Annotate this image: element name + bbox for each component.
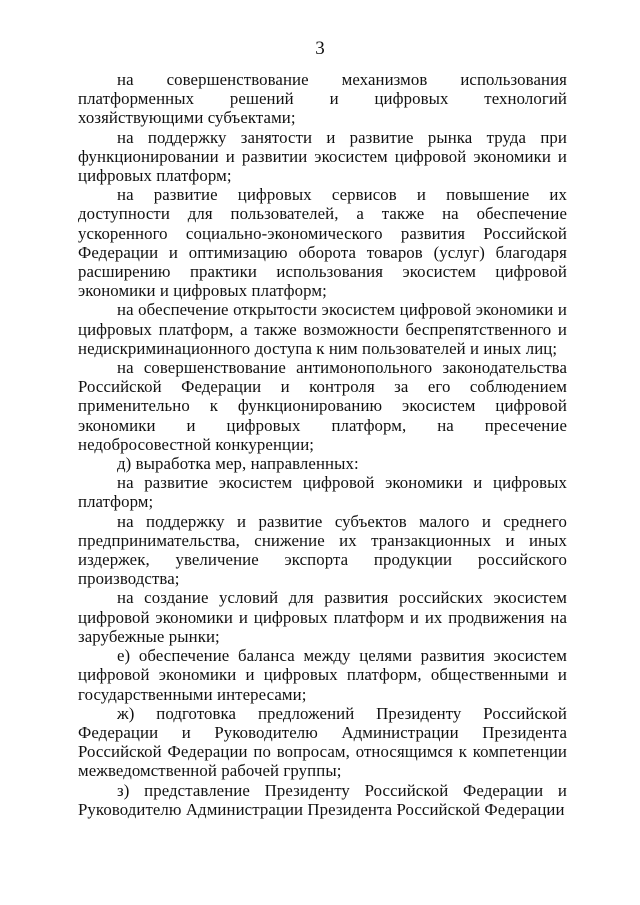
paragraph-small-business: на поддержку и развитие субъектов малого и среднего предпринимательства, снижение их транзакционных и иных издержек, увеличение экспорта продукции российского производства; (78, 511, 567, 589)
paragraph-item-z: з) представление Президенту Российской Федерации и Руководителю Администрации Президента Российской Федерации (78, 780, 567, 819)
document-body (78, 70, 567, 819)
paragraph-platform-solutions: на совершенствование механизмов использования платформенных решений и цифровых технологий хозяйствующими субъектами; (78, 70, 567, 128)
paragraph-digital-services: на развитие цифровых сервисов и повышение их доступности для пользователей, а также на обеспечение ускоренного социально-экономического развития Российской Федерации и оптимизацию оборота товаров (услуг) благодаря расширению практики использования экосистем цифровой экономики и цифровых платформ; (78, 185, 567, 301)
paragraph-openness-access: на обеспечение открытости экосистем цифровой экономики и цифровых платформ, а также возможности беспрепятственного и недискриминационного доступа к ним пользователей и иных лиц; (78, 300, 567, 358)
paragraph-item-zh: ж) подготовка предложений Президенту Российской Федерации и Руководителю Администрации Президента Российской Федерации по вопросам, относящимся к компетенции межведомственной рабочей группы; (78, 703, 567, 781)
paragraph-ecosystem-development: на развитие экосистем цифровой экономики и цифровых платформ; (78, 473, 567, 512)
paragraph-foreign-markets: на создание условий для развития российских экосистем цифровой экономики и цифровых платформ и их продвижения на зарубежные рынки; (78, 588, 567, 646)
paragraph-item-d: д) выработка мер, направленных: (117, 454, 359, 474)
paragraph-antimonopoly: на совершенствование антимонопольного законодательства Российской Федерации и контроля за его соблюдением применительно к функционированию экосистем цифровой экономики и цифровых платформ, на пресечение недобросовестной конкуренции; (78, 358, 567, 454)
paragraph-employment-support: на поддержку занятости и развитие рынка труда при функционировании и развитии экосистем цифровой экономики и цифровых платформ; (78, 127, 567, 186)
page-number: 3 (315, 38, 325, 59)
paragraph-item-e: е) обеспечение баланса между целями развития экосистем цифровой экономики и цифровых платформ, общественными и государственными интересами; (78, 646, 567, 704)
